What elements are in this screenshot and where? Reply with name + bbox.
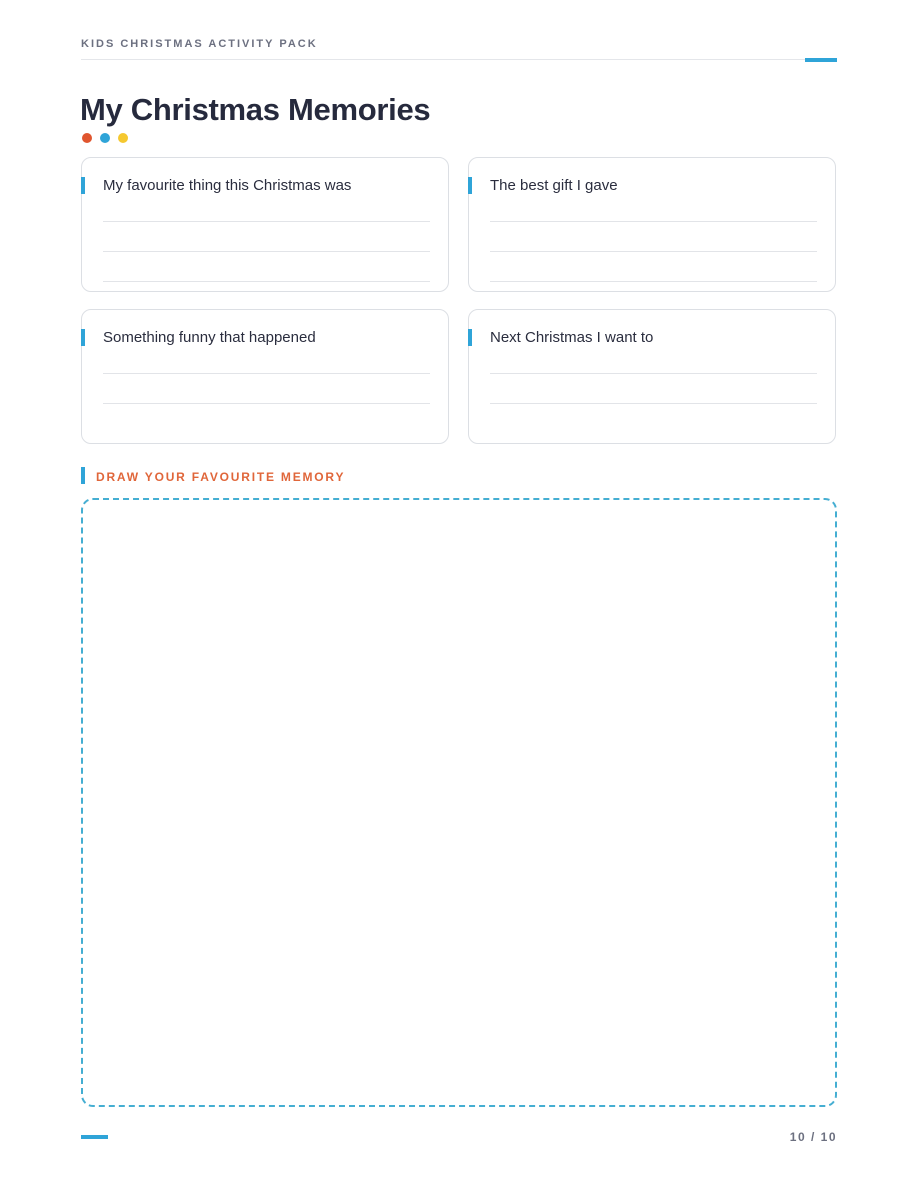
- card-prompt: The best gift I gave: [490, 177, 618, 194]
- yellow-dot-icon: [118, 133, 128, 143]
- writing-line[interactable]: [490, 221, 817, 222]
- card-prompt: Something funny that happened: [103, 329, 316, 346]
- red-dot-icon: [82, 133, 92, 143]
- card-accent-bar: [468, 329, 472, 346]
- page-number: 10 / 10: [789, 1130, 837, 1144]
- writing-line[interactable]: [103, 373, 430, 374]
- memory-card-funny-moment: [81, 309, 449, 444]
- memory-card-next-christmas: [468, 309, 836, 444]
- card-accent-bar: [468, 177, 472, 194]
- writing-line[interactable]: [490, 373, 817, 374]
- writing-line[interactable]: [490, 403, 817, 404]
- section-accent-bar: [81, 467, 85, 484]
- card-accent-bar: [81, 177, 85, 194]
- drawing-section-label: DRAW YOUR FAVOURITE MEMORY: [96, 470, 346, 484]
- writing-line[interactable]: [490, 281, 817, 282]
- decorative-dots: [82, 133, 128, 143]
- header-divider: [81, 59, 837, 60]
- card-prompt: Next Christmas I want to: [490, 329, 654, 346]
- memory-card-best-gift: [468, 157, 836, 292]
- memory-card-favourite-thing: [81, 157, 449, 292]
- drawing-area[interactable]: [81, 498, 837, 1107]
- header-label: KIDS CHRISTMAS ACTIVITY PACK: [81, 38, 318, 50]
- page-title: My Christmas Memories: [80, 92, 431, 127]
- writing-line[interactable]: [103, 221, 430, 222]
- header-accent-bar: [805, 58, 837, 62]
- writing-line[interactable]: [103, 281, 430, 282]
- card-accent-bar: [81, 329, 85, 346]
- footer-accent-bar: [81, 1135, 108, 1139]
- writing-line[interactable]: [490, 251, 817, 252]
- blue-dot-icon: [100, 133, 110, 143]
- card-prompt: My favourite thing this Christmas was: [103, 177, 352, 194]
- writing-line[interactable]: [103, 403, 430, 404]
- writing-line[interactable]: [103, 251, 430, 252]
